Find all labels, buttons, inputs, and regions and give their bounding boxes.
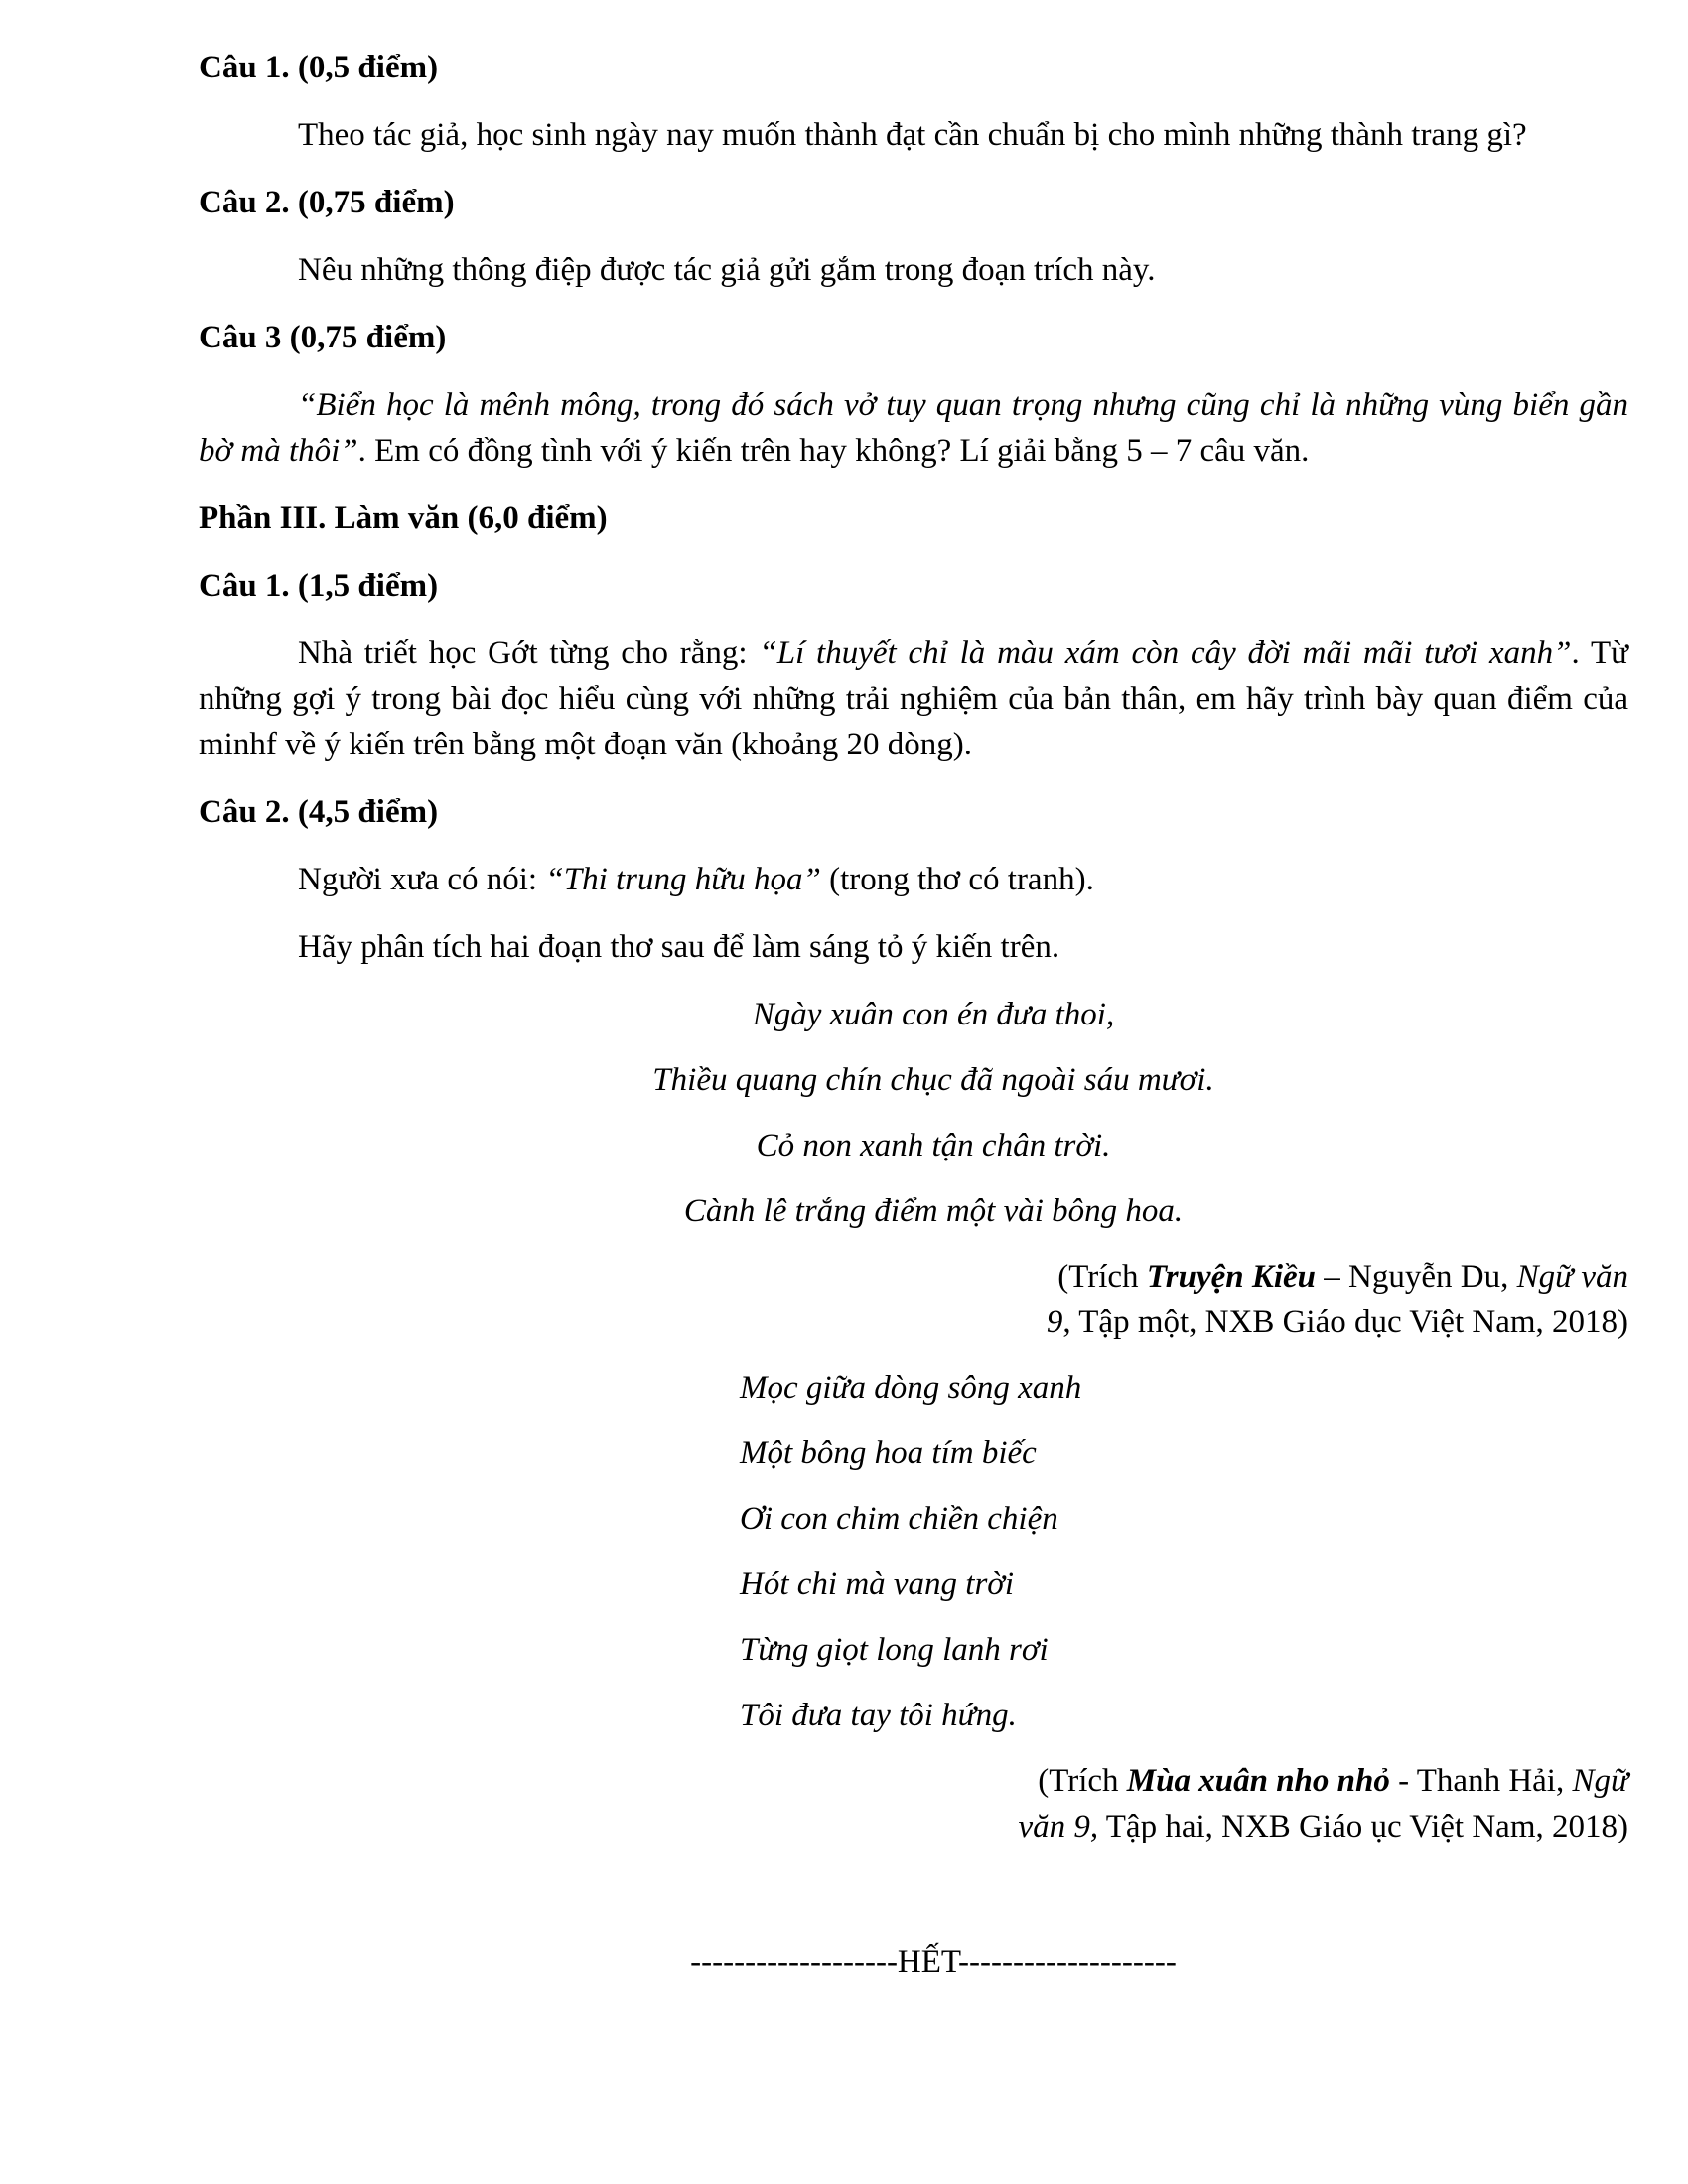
- source-author: – Nguyễn Du,: [1316, 1259, 1517, 1295]
- poem-2: [199, 1365, 1628, 1738]
- part-3-question-2-text-2: Hãy phân tích hai đoạn thơ sau để làm sáng tỏ ý kiến trên.: [298, 929, 1060, 965]
- exam-page: [199, 45, 1628, 1984]
- source-open: (Trích: [1038, 1763, 1127, 1799]
- question-3-heading: Câu 3 (0,75 điểm): [199, 320, 447, 355]
- source-title: Truyện Kiều: [1146, 1259, 1317, 1295]
- question-3-text: [199, 382, 1628, 474]
- end-marker: -------------------HẾT--------------------: [690, 1944, 1177, 1979]
- source-book-number: văn 9,: [1018, 1809, 1099, 1844]
- poem-2-line: Ơi con chim chiền chiện: [740, 1501, 1058, 1537]
- part-3-question-1-body: . Từ những gợi ý trong bài đọc hiểu cùng với những trải nghiệm của bản thân, em hãy trình bày quan điểm của minhf về ý kiến trên bằng một đoạn văn (khoảng 20 dòng).: [199, 635, 1628, 762]
- part-3-question-1-intro: Nhà triết học Gớt từng cho rằng:: [298, 635, 760, 671]
- source-book: Ngữ: [1572, 1763, 1628, 1799]
- ancient-saying-quote: “Thi trung hữu họa”: [545, 862, 821, 897]
- poem-2-line: Hót chi mà vang trời: [740, 1567, 1015, 1602]
- poem-1-line: Thiều quang chín chục đã ngoài sáu mươi.: [652, 1062, 1214, 1098]
- question-3-body: . Em có đồng tình với ý kiến trên hay không? Lí giải bằng 5 – 7 câu văn.: [357, 433, 1310, 469]
- source-publisher: , Tập một, NXB Giáo dục Việt Nam, 2018): [1062, 1304, 1628, 1340]
- goethe-quote: “Lí thuyết chỉ là màu xám còn cây đời mãi mãi tươi xanh”: [759, 635, 1572, 671]
- poem-2-line: Từng giọt long lanh rơi: [740, 1632, 1049, 1668]
- source-publisher: Tập hai, NXB Giáo ục Việt Nam, 2018): [1098, 1809, 1628, 1844]
- poem-2-line: Một bông hoa tím biếc: [740, 1435, 1037, 1471]
- question-2-text: Nêu những thông điệp được tác giả gửi gắm trong đoạn trích này.: [298, 252, 1156, 288]
- part-3-question-2-gloss: (trong thơ có tranh).: [820, 862, 1094, 897]
- source-title: Mùa xuân nho nhỏ: [1126, 1763, 1390, 1799]
- source-author: - Thanh Hải,: [1389, 1763, 1573, 1799]
- source-book-number: 9: [1046, 1304, 1063, 1340]
- poem-2-line: Mọc giữa dòng sông xanh: [740, 1370, 1082, 1406]
- part-3-heading: Phần III. Làm văn (6,0 điểm): [199, 500, 608, 536]
- question-1-heading: Câu 1. (0,5 điểm): [199, 50, 439, 85]
- question-1-text: Theo tác giả, học sinh ngày nay muốn thành đạt cần chuẩn bị cho mình những thành trang gì?: [298, 117, 1527, 153]
- poem-1-line: Cỏ non xanh tận chân trời.: [756, 1128, 1111, 1163]
- part-3-question-2-intro: Người xưa có nói:: [298, 862, 546, 897]
- part-3-question-2-text-1: [199, 857, 1628, 902]
- part-3-question-1-heading: Câu 1. (1,5 điểm): [199, 568, 439, 604]
- poem-1-line: Ngày xuân con én đưa thoi,: [752, 997, 1115, 1032]
- source-open: (Trích: [1057, 1259, 1147, 1295]
- part-3-question-1-text: [199, 630, 1628, 767]
- poem-1-source: [199, 1254, 1628, 1345]
- poem-1-line: Cành lê trắng điểm một vài bông hoa.: [683, 1193, 1184, 1229]
- poem-2-source: [199, 1758, 1628, 1849]
- part-3-question-2-heading: Câu 2. (4,5 điểm): [199, 794, 439, 830]
- poem-2-line: Tôi đưa tay tôi hứng.: [740, 1698, 1017, 1733]
- source-book: Ngữ văn: [1516, 1259, 1628, 1295]
- question-3-quote: “Biển học là mênh mông, trong đó sách vở tuy quan trọng nhưng cũng chỉ là những vùng biển gần bờ mà thôi”: [199, 387, 1628, 469]
- poem-1: [199, 992, 1628, 1234]
- question-2-heading: Câu 2. (0,75 điểm): [199, 185, 455, 220]
